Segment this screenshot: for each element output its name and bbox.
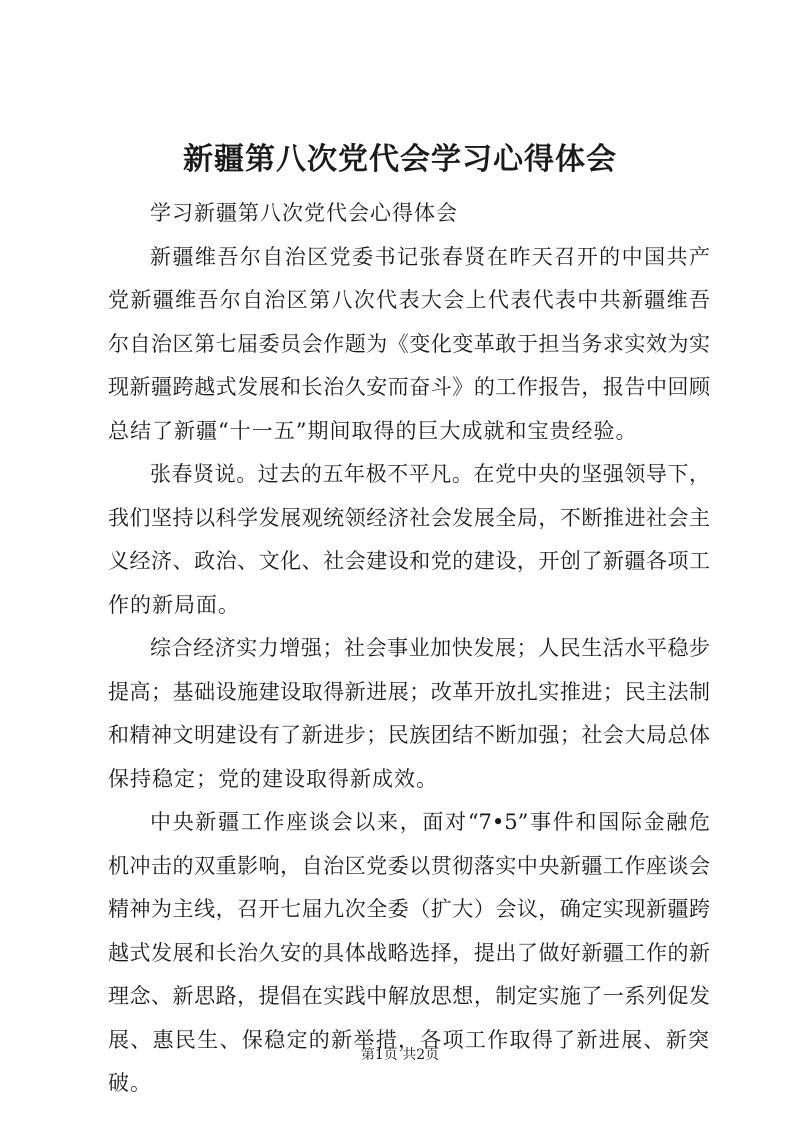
paragraph — [108, 627, 710, 801]
text-line: 和精神文明建设有了新进步；民族团结不断加强；社会大局总体 — [108, 723, 710, 747]
text-line: 我们坚持以科学发展观统领经济社会发展全局，不断推进社会主 — [108, 505, 710, 530]
page-number: 第1页 共2页 — [360, 1047, 440, 1063]
text-line: 新疆维吾尔自治区党委书记张春贤在昨天召开的中国共产 — [150, 244, 710, 269]
text-line: 中央新疆工作座谈会以来，面对“7•5”事件和国际金融危 — [150, 810, 710, 834]
text-line: 现新疆跨越式发展和长治久安而奋斗》的工作报告，报告中回顾 — [108, 375, 710, 399]
text-line: 尔自治区第七届委员会作题为《变化变革敢于担当务求实效为实 — [108, 331, 710, 356]
text-line: 展、惠民生、保稳定的新举措，各项工作取得了新进展、新突破。 — [108, 1027, 710, 1095]
text-line: 总结了新疆“十一五”期间取得的巨大成就和宝贵经验。 — [108, 418, 638, 443]
paragraph — [108, 453, 710, 627]
text-line: 学习新疆第八次党代会心得体会 — [150, 201, 458, 225]
text-line: 张春贤说。过去的五年极不平凡。在党中央的坚强领导下， — [150, 462, 710, 486]
text-line: 机冲击的双重影响，自治区党委以贯彻落实中央新疆工作座谈会 — [108, 853, 710, 878]
paragraph — [108, 236, 710, 454]
text-line: 越式发展和长治久安的具体战略选择，提出了做好新疆工作的新 — [108, 940, 710, 965]
text-line: 提高；基础设施建设取得新进展；改革开放扎实推进；民主法制 — [108, 679, 710, 704]
text-line: 义经济、政治、文化、社会建设和党的建设，开创了新疆各项工 — [108, 549, 710, 573]
paragraph — [108, 192, 710, 236]
text-line: 理念、新思路，提倡在实践中解放思想，制定实施了一系列促发 — [108, 984, 710, 1008]
text-line: 精神为主线，召开七届九次全委（扩大）会议，确定实现新疆跨 — [108, 897, 710, 921]
text-line: 综合经济实力增强；社会事业加快发展；人民生活水平稳步 — [150, 636, 710, 660]
text-line: 保持稳定；党的建设取得新成效。 — [108, 766, 438, 791]
text-line: 党新疆维吾尔自治区第八次代表大会上代表代表中共新疆维吾 — [108, 288, 710, 312]
text-line: 作的新局面。 — [108, 592, 240, 617]
document-body — [108, 192, 710, 1106]
document-title: 新疆第八次党代会学习心得体会 — [183, 142, 617, 177]
